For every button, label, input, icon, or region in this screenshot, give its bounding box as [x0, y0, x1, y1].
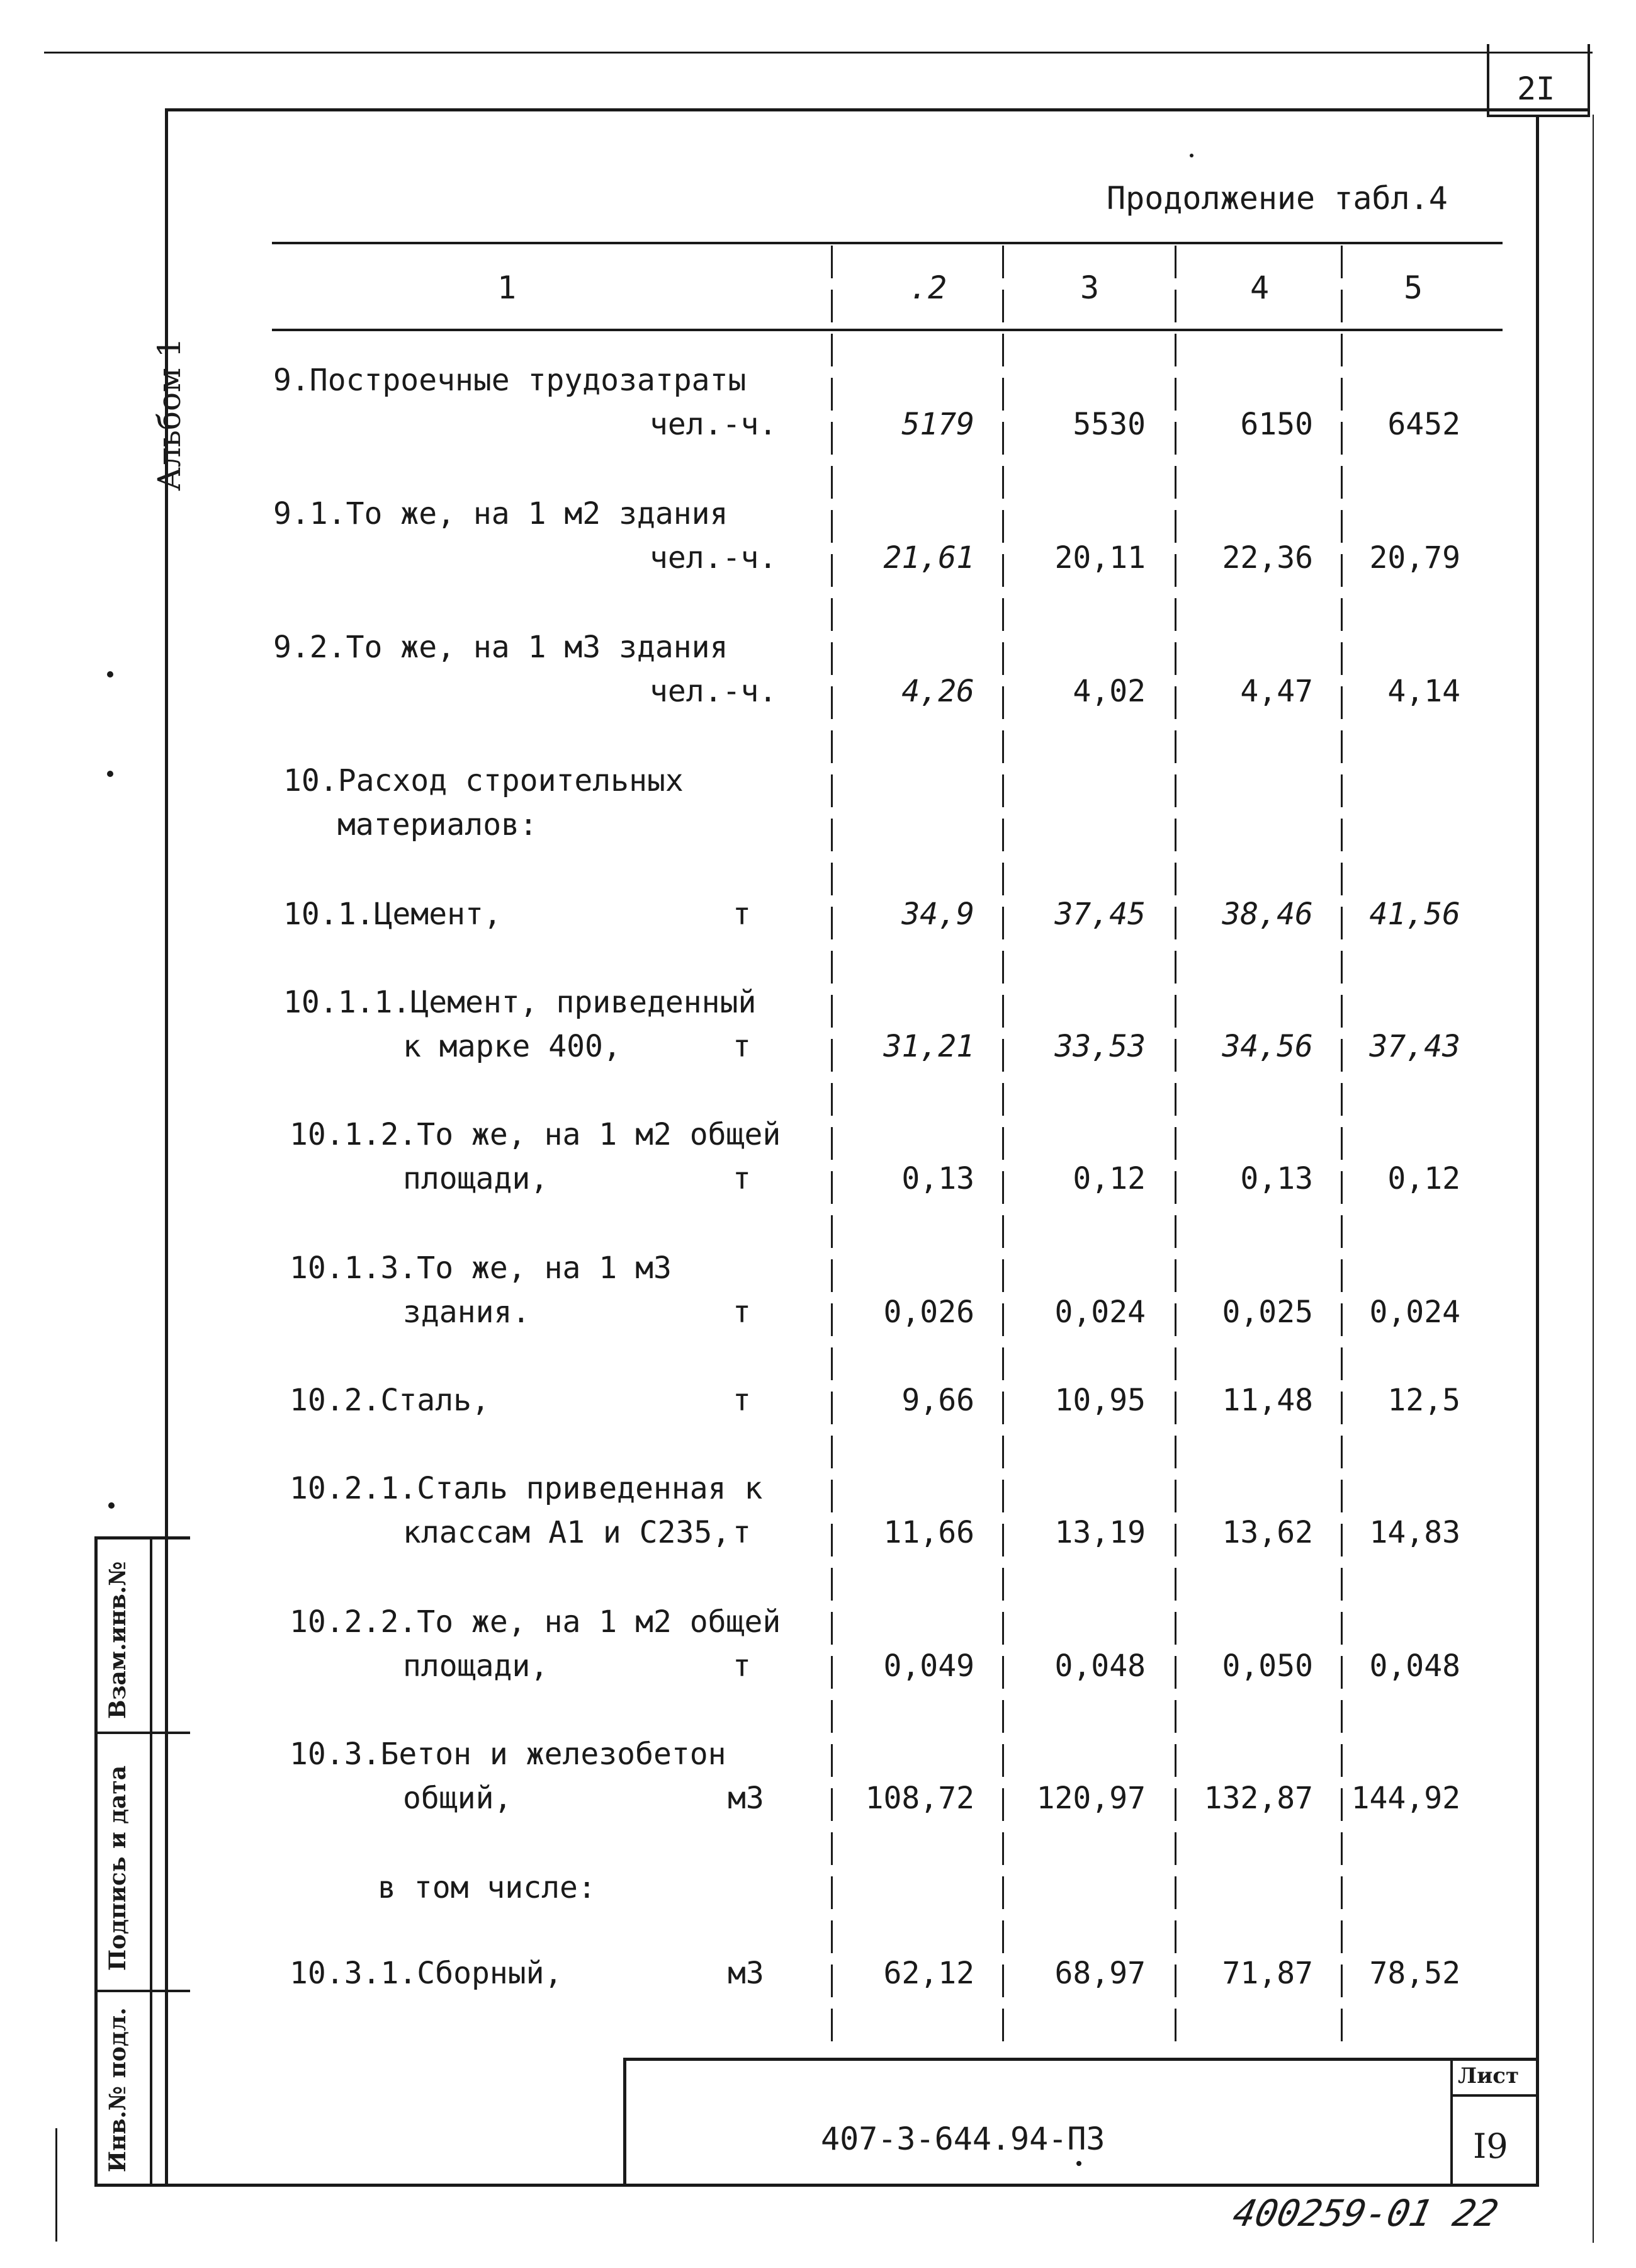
row-label-continued: чел.-ч.: [650, 407, 777, 442]
value-cell: 13,19: [1054, 1515, 1146, 1550]
stamp-sheet-label: Лист: [1458, 2063, 1520, 2089]
value-cell: 132,87: [1204, 1781, 1313, 1816]
page-number: 2I: [1517, 71, 1555, 107]
row-label-continued: классам А1 и С235,: [403, 1515, 731, 1550]
row-label-continued: материалов:: [337, 807, 538, 842]
value-cell: 62,12: [883, 1956, 974, 1991]
value-cell: 0,026: [883, 1295, 974, 1330]
value-cell: 0,024: [1369, 1295, 1460, 1330]
row-unit: т: [733, 1029, 751, 1064]
row-label: 10.1.1.Цемент, приведенный: [283, 985, 757, 1020]
header-cell: .2: [909, 269, 947, 306]
value-cell: 12,5: [1387, 1383, 1460, 1418]
value-cell: 6150: [1240, 407, 1313, 442]
value-cell: 0,048: [1054, 1648, 1146, 1684]
row-label: 10.1.2.То же, на 1 м2 общей: [290, 1117, 781, 1152]
value-cell: 0,025: [1222, 1295, 1313, 1330]
row-label: 10.3.1.Сборный,: [290, 1956, 563, 1991]
handwritten-number: 400259-01 22: [1229, 2192, 1503, 2235]
row-label: 9.Построечные трудозатраты: [273, 363, 747, 398]
value-cell: 4,14: [1387, 674, 1460, 709]
value-cell: 0,050: [1222, 1648, 1313, 1684]
value-cell: 0,13: [901, 1161, 974, 1196]
header-cell: 3: [1080, 269, 1100, 306]
row-label-continued: здания.: [403, 1295, 531, 1330]
side-stamp-signature: Подпись и дата: [104, 1765, 131, 1971]
value-cell: 4,02: [1073, 674, 1146, 709]
value-cell: 5179: [901, 407, 974, 442]
table-caption: Продолжение табл.4: [1107, 180, 1448, 217]
value-cell: 22,36: [1222, 540, 1313, 576]
value-cell: 0,12: [1073, 1161, 1146, 1196]
row-unit: т: [733, 1648, 751, 1684]
row-unit: т: [733, 1295, 751, 1330]
row-label-continued: площади,: [403, 1648, 549, 1684]
row-unit: м3: [728, 1781, 764, 1816]
row-unit: т: [733, 1515, 751, 1550]
row-unit: т: [733, 1161, 751, 1196]
row-label: 10.3.Бетон и железобетон: [290, 1737, 726, 1772]
value-cell: 0,12: [1387, 1161, 1460, 1196]
row-label-continued: чел.-ч.: [650, 674, 777, 709]
value-cell: 0,024: [1054, 1295, 1146, 1330]
value-cell: 0,13: [1240, 1161, 1313, 1196]
stamp-document-code: 407-3-644.94-ПЗ: [821, 2121, 1105, 2157]
value-cell: 78,52: [1369, 1956, 1460, 1991]
value-cell: 4,47: [1240, 674, 1313, 709]
value-cell: 108,72: [865, 1781, 974, 1816]
header-cell: 5: [1404, 269, 1423, 306]
row-label-continued: чел.-ч.: [650, 540, 777, 576]
header-cell: 1: [497, 269, 517, 306]
row-label: 9.2.То же, на 1 м3 здания: [273, 630, 728, 665]
row-unit: м3: [728, 1956, 764, 1991]
value-cell: 34,56: [1222, 1029, 1313, 1064]
value-cell: 10,95: [1054, 1383, 1146, 1418]
value-cell: 37,43: [1369, 1029, 1460, 1064]
value-cell: 11,66: [883, 1515, 974, 1550]
value-cell: 20,79: [1369, 540, 1460, 576]
side-stamp-replacement: Взам.инв.№: [104, 1561, 131, 1719]
value-cell: 21,61: [883, 540, 974, 576]
value-cell: 0,049: [883, 1648, 974, 1684]
row-label-continued: в том числе:: [378, 1870, 596, 1905]
row-label: 10.Расход строительных: [283, 763, 684, 798]
value-cell: 34,9: [901, 897, 974, 932]
row-label: 10.2.Сталь,: [290, 1383, 490, 1418]
value-cell: 68,97: [1054, 1956, 1146, 1991]
value-cell: 9,66: [901, 1383, 974, 1418]
side-stamp-inventory: Инв.№ подл.: [104, 2007, 131, 2172]
value-cell: 5530: [1073, 407, 1146, 442]
value-cell: 6452: [1387, 407, 1460, 442]
value-cell: 14,83: [1369, 1515, 1460, 1550]
value-cell: 13,62: [1222, 1515, 1313, 1550]
stamp-sheet-number: I9: [1473, 2126, 1508, 2166]
row-label: 10.1.3.То же, на 1 м3: [290, 1250, 672, 1286]
value-cell: 4,26: [901, 674, 974, 709]
value-cell: 31,21: [883, 1029, 974, 1064]
row-unit: т: [733, 897, 751, 932]
value-cell: 38,46: [1222, 897, 1313, 932]
album-label: Альбом 1: [151, 337, 188, 491]
value-cell: 41,56: [1369, 897, 1460, 932]
row-unit: т: [733, 1383, 751, 1418]
value-cell: 71,87: [1222, 1956, 1313, 1991]
row-label-continued: к марке 400,: [403, 1029, 621, 1064]
row-label: 10.1.Цемент,: [283, 897, 502, 932]
value-cell: 37,45: [1054, 897, 1146, 932]
row-label: 10.2.1.Сталь приведенная к: [290, 1471, 763, 1506]
row-label: 10.2.2.То же, на 1 м2 общей: [290, 1604, 781, 1640]
value-cell: 0,048: [1369, 1648, 1460, 1684]
header-cell: 4: [1250, 269, 1270, 306]
row-label: 9.1.То же, на 1 м2 здания: [273, 496, 728, 531]
value-cell: 11,48: [1222, 1383, 1313, 1418]
value-cell: 120,97: [1036, 1781, 1146, 1816]
row-label-continued: площади,: [403, 1161, 549, 1196]
row-label-continued: общий,: [403, 1781, 512, 1816]
value-cell: 20,11: [1054, 540, 1146, 576]
value-cell: 33,53: [1054, 1029, 1146, 1064]
value-cell: 144,92: [1351, 1781, 1460, 1816]
